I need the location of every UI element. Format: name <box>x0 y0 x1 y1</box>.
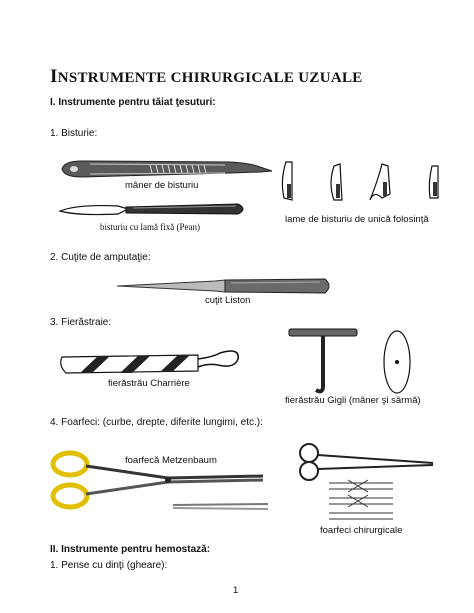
caption-bisturiu-lama-fixa: bisturiu cu lamă fixă (Pean) <box>100 222 200 232</box>
gigli-saw-image <box>285 326 425 401</box>
title-rest: NSTRUMENTE CHIRURGICALE UZUALE <box>57 70 363 86</box>
section1-heading: I. Instrumente pentru tăiat ţesuturi: <box>50 97 216 108</box>
item-fierastraie: 3. Fierăstraie: <box>50 317 112 328</box>
fixed-blade-scalpel-image <box>58 200 248 220</box>
caption-foarfeca-metzenbaum: foarfecă Metzenbaum <box>125 455 217 466</box>
caption-fierastrau-gigli: fierăstrău Gigli (mâner şi sârmă) <box>285 395 421 406</box>
caption-foarfeci-chirurgicale: foarfeci chirurgicale <box>320 525 403 536</box>
page-number: 1 <box>233 585 239 596</box>
liston-knife-image <box>115 276 335 296</box>
caption-cutit-liston: cuţit Liston <box>205 295 251 306</box>
surgical-scissors-image <box>293 443 443 523</box>
item-bisturie: 1. Bisturie: <box>50 128 98 139</box>
caption-fierastrau-charriere: fierăstrău Charrière <box>108 378 190 389</box>
title-initial: I <box>50 66 58 87</box>
item-pense: 1. Pense cu dinţi (gheare): <box>50 560 168 571</box>
item-foarfeci: 4. Foarfeci: (curbe, drepte, diferite lungimi, etc.): <box>50 417 263 428</box>
caption-lame-bisturiu: lame de bisturiu de unică folosinţă <box>285 214 429 225</box>
page-title <box>50 66 363 88</box>
charriere-saw-image <box>58 343 243 378</box>
disposable-blades-image <box>278 160 448 215</box>
caption-maner-bisturiu: mâner de bisturiu <box>125 180 199 191</box>
item-cutite-amputatie: 2. Cuţite de amputaţie: <box>50 252 151 263</box>
section2-heading: II. Instrumente pentru hemostază: <box>50 544 211 555</box>
